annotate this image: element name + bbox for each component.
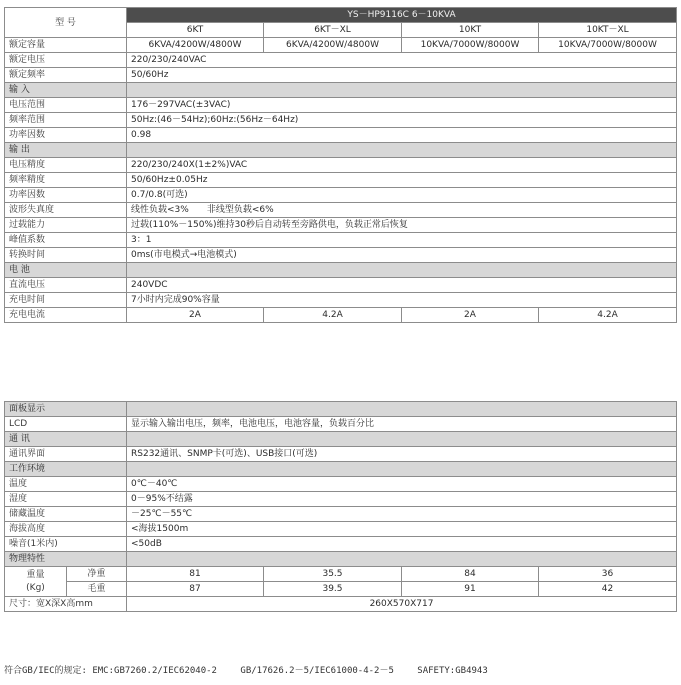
row-label: 充电电流 — [5, 308, 127, 323]
section-battery — [5, 263, 677, 278]
input-row — [5, 113, 677, 128]
weight-label-cell — [5, 567, 67, 597]
cell-value: 线性负载<3% 非线型负载<6% — [127, 203, 677, 218]
size-row — [5, 597, 677, 612]
net-weight-row — [5, 567, 677, 582]
output-row — [5, 218, 677, 233]
cell-value: 0.7/0.8(可选) — [127, 188, 677, 203]
section-panel-display — [5, 402, 677, 417]
cell-value: RS232通讯、SNMP卡(可选)、USB接口(可选) — [127, 447, 677, 462]
output-row — [5, 203, 677, 218]
charge-current-row — [5, 308, 677, 323]
footer-compliance: 符合GB/IEC的规定: EMC:GB7260.2/IEC62040-2 — [4, 666, 217, 676]
row-label: 储藏温度 — [5, 507, 127, 522]
row-label: 直流电压 — [5, 278, 127, 293]
cell-value: 10KVA/7000W/8000W — [402, 38, 539, 53]
cell-value: 显示输入输出电压，频率，电池电压，电池容量，负载百分比 — [127, 417, 677, 432]
net-weight-label: 净重 — [67, 567, 127, 582]
row-label: 频率精度 — [5, 173, 127, 188]
footer-standards — [4, 663, 506, 676]
header-row — [5, 8, 677, 23]
battery-row — [5, 293, 677, 308]
row-label: 温度 — [5, 477, 127, 492]
cell-value: 0－95%不结露 — [127, 492, 677, 507]
environment-row — [5, 492, 677, 507]
row-label: 频率范围 — [5, 113, 127, 128]
cell-value: 3：1 — [127, 233, 677, 248]
cell-value: 4.2A — [264, 308, 402, 323]
cell-value: 50Hz:(46－54Hz);60Hz:(56Hz－64Hz) — [127, 113, 677, 128]
row-label: 额定频率 — [5, 68, 127, 83]
spec-table-main — [4, 7, 677, 323]
section-communication — [5, 432, 677, 447]
environment-row — [5, 477, 677, 492]
spec-table-secondary — [4, 401, 677, 612]
cell-value: 50/60Hz±0.05Hz — [127, 173, 677, 188]
cell-value: <海拔1500m — [127, 522, 677, 537]
row-label: 额定电压 — [5, 53, 127, 68]
section-environment — [5, 462, 677, 477]
cell-value: 220/230/240VAC — [127, 53, 677, 68]
cell-value: 91 — [402, 582, 539, 597]
row-label: 额定容量 — [5, 38, 127, 53]
section-title: 工作环境 — [5, 462, 127, 477]
section-title: 电 池 — [5, 263, 127, 278]
section-title: 物理特性 — [5, 552, 127, 567]
cell-value: 42 — [539, 582, 677, 597]
cell-value: 260X570X717 — [127, 597, 677, 612]
battery-row — [5, 278, 677, 293]
rated-voltage-row — [5, 53, 677, 68]
cell-value: 4.2A — [539, 308, 677, 323]
row-label: 充电时间 — [5, 293, 127, 308]
section-title: 面板显示 — [5, 402, 127, 417]
row-label: LCD — [5, 417, 127, 432]
cell-value: 36 — [539, 567, 677, 582]
cell-value: 0ms(市电模式→电池模式) — [127, 248, 677, 263]
cell-value: 10KVA/7000W/8000W — [539, 38, 677, 53]
gross-weight-label: 毛重 — [67, 582, 127, 597]
row-label: 电压精度 — [5, 158, 127, 173]
footer-safety: SAFETY:GB4943 — [417, 666, 488, 676]
cell-value: 84 — [402, 567, 539, 582]
row-label: 峰值系数 — [5, 233, 127, 248]
cell-value: 2A — [402, 308, 539, 323]
row-label: 湿度 — [5, 492, 127, 507]
section-title: 输 出 — [5, 143, 127, 158]
cell-value: 7小时内完成90%容量 — [127, 293, 677, 308]
section-title: 输 入 — [5, 83, 127, 98]
row-label: 功率因数 — [5, 188, 127, 203]
row-label: 功率因数 — [5, 128, 127, 143]
model-label: 型 号 — [5, 8, 127, 38]
row-label: 波形失真度 — [5, 203, 127, 218]
input-row — [5, 128, 677, 143]
environment-row — [5, 507, 677, 522]
environment-row — [5, 537, 677, 552]
output-row — [5, 158, 677, 173]
row-label: 尺寸：宽X深X高mm — [5, 597, 127, 612]
section-input — [5, 83, 677, 98]
cell-value: 176－297VAC(±3VAC) — [127, 98, 677, 113]
row-label: 海拔高度 — [5, 522, 127, 537]
model-name: 6KT — [127, 23, 264, 38]
row-label: 噪音(1米内) — [5, 537, 127, 552]
cell-value: 39.5 — [264, 582, 402, 597]
output-row — [5, 188, 677, 203]
cell-value: 220/230/240X(1±2%)VAC — [127, 158, 677, 173]
output-row — [5, 173, 677, 188]
output-row — [5, 248, 677, 263]
panel-display-row — [5, 417, 677, 432]
output-row — [5, 233, 677, 248]
weight-label: 重量 — [26, 569, 45, 580]
model-name: 10KT－XL — [539, 23, 677, 38]
model-title: YS－HP9116C 6－10KVA — [127, 8, 677, 23]
gross-weight-row — [5, 582, 677, 597]
footer-standard: GB/17626.2－5/IEC61000-4-2－5 — [240, 666, 394, 676]
model-name: 10KT — [402, 23, 539, 38]
cell-value: <50dB — [127, 537, 677, 552]
cell-value: 2A — [127, 308, 264, 323]
cell-value: 81 — [127, 567, 264, 582]
cell-value: 35.5 — [264, 567, 402, 582]
weight-unit: (Kg) — [26, 582, 45, 593]
communication-row — [5, 447, 677, 462]
section-title: 通 讯 — [5, 432, 127, 447]
cell-value: －25℃－55℃ — [127, 507, 677, 522]
cell-value: 0℃－40℃ — [127, 477, 677, 492]
cell-value: 87 — [127, 582, 264, 597]
cell-value: 过载(110%－150%)维持30秒后自动转至旁路供电，负载正常后恢复 — [127, 218, 677, 233]
rated-frequency-row — [5, 68, 677, 83]
cell-value: 240VDC — [127, 278, 677, 293]
rated-capacity-row — [5, 38, 677, 53]
row-label: 过载能力 — [5, 218, 127, 233]
row-label: 通讯界面 — [5, 447, 127, 462]
cell-value: 0.98 — [127, 128, 677, 143]
environment-row — [5, 522, 677, 537]
row-label: 转换时间 — [5, 248, 127, 263]
cell-value: 6KVA/4200W/4800W — [127, 38, 264, 53]
input-row — [5, 98, 677, 113]
section-output — [5, 143, 677, 158]
section-physical — [5, 552, 677, 567]
row-label: 电压范围 — [5, 98, 127, 113]
model-name: 6KT－XL — [264, 23, 402, 38]
cell-value: 6KVA/4200W/4800W — [264, 38, 402, 53]
cell-value: 50/60Hz — [127, 68, 677, 83]
